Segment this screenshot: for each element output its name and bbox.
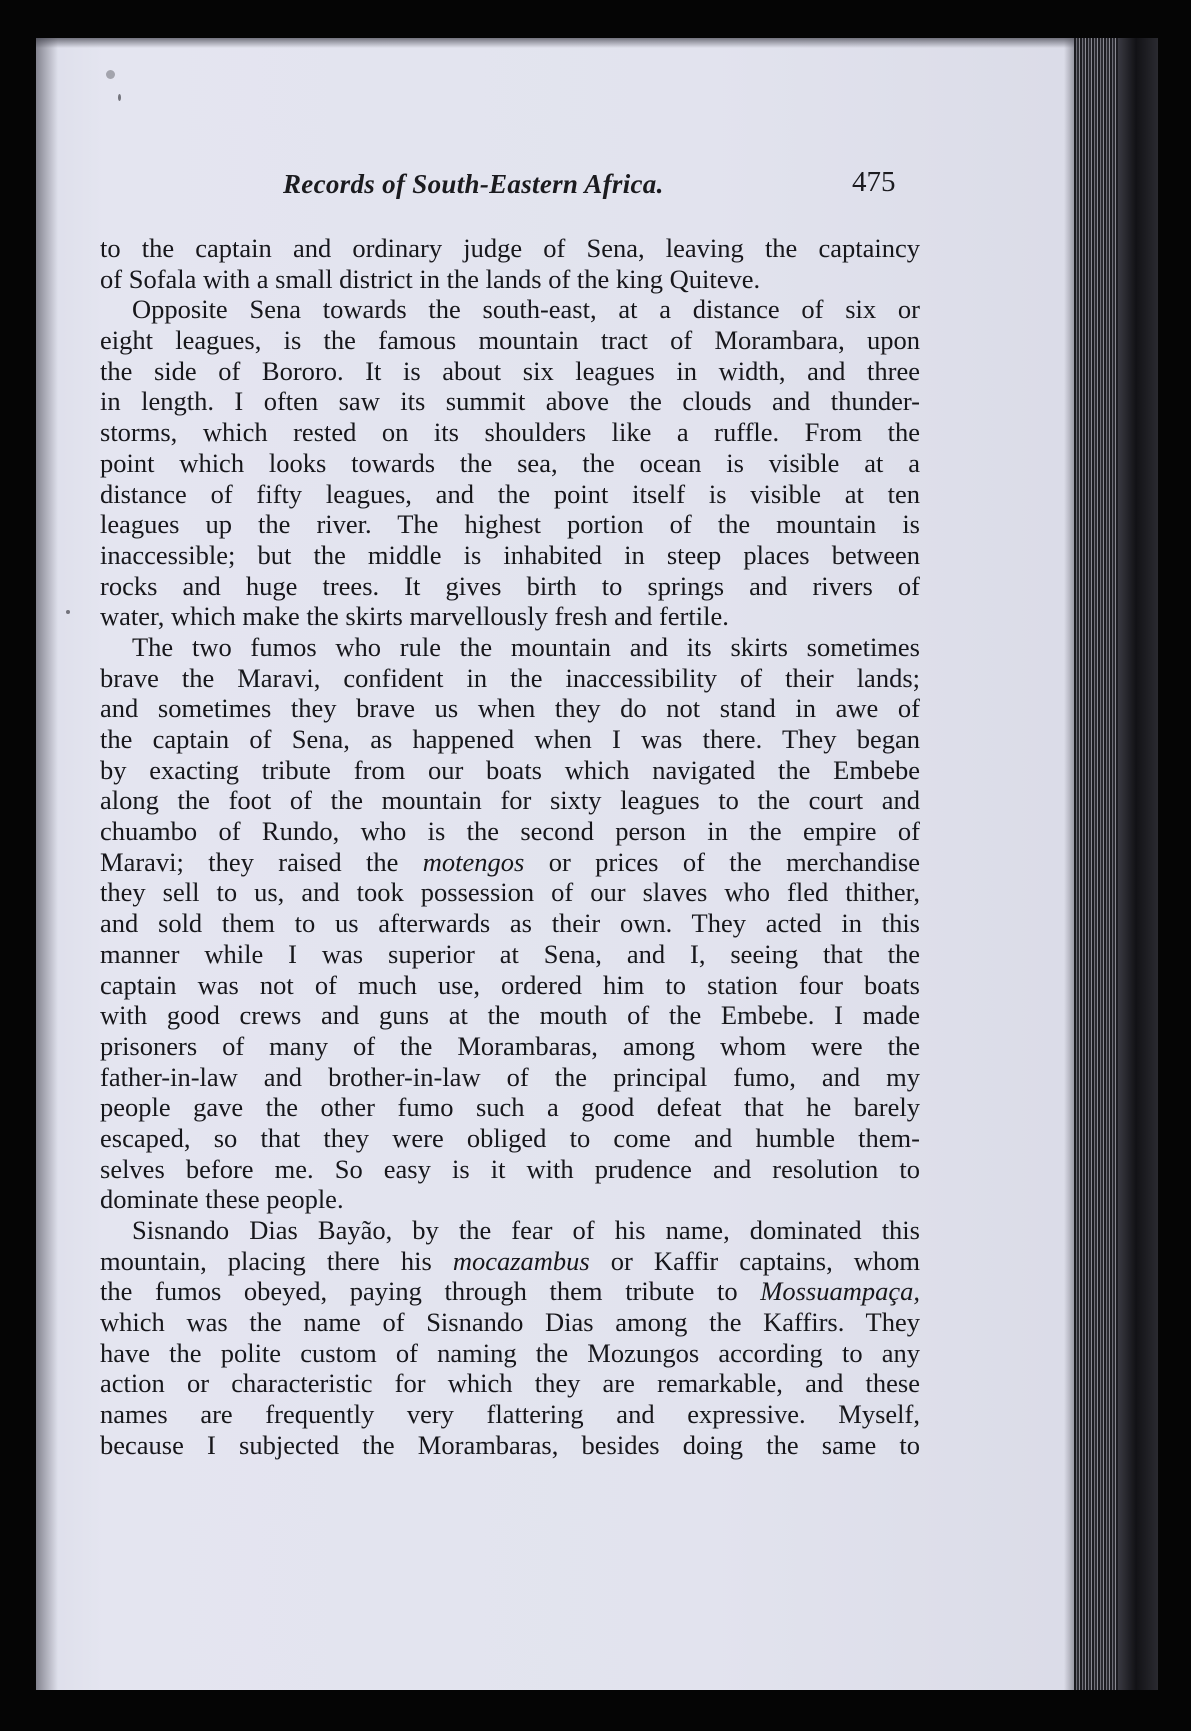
- text-line: and sometimes they brave us when they do not stand in awe of: [100, 693, 920, 724]
- text-line: because I subjected the Morambaras, besides doing the same to: [100, 1429, 920, 1460]
- body-text: [100, 233, 920, 1461]
- fore-edge-shadow: [1064, 38, 1074, 1690]
- text-line: names are frequently very flattering and expressive. Myself,: [100, 1399, 920, 1430]
- text-run: the fumos obeyed, paying through them tribute to: [100, 1276, 761, 1307]
- text-line: Opposite Sena towards the south-east, at a distance of six or: [132, 294, 920, 325]
- text-line: the side of Bororo. It is about six leagues in width, and three: [100, 355, 920, 386]
- text-line: distance of fifty leagues, and the point itself is visible at ten: [100, 478, 920, 509]
- page-gutter-shadow: [36, 38, 58, 1690]
- text-line: [100, 1276, 920, 1307]
- text-line: manner while I was superior at Sena, and I, seeing that the: [100, 938, 920, 969]
- text-line: in length. I often saw its summit above the clouds and thunder-: [100, 386, 920, 417]
- text-line: by exacting tribute from our boats which navigated the Embebe: [100, 754, 920, 785]
- text-line: captain was not of much use, ordered him to station four boats: [100, 969, 920, 1000]
- running-head: Records of South-Eastern Africa.: [283, 169, 664, 199]
- text-line: have the polite custom of naming the Mozungos according to any: [100, 1337, 920, 1368]
- text-line: which was the name of Sisnando Dias among the Kaffirs. They: [100, 1307, 920, 1338]
- text-line: chuambo of Rundo, who is the second person in the empire of: [100, 816, 920, 847]
- italic-term: mocazambus: [452, 1245, 590, 1276]
- scan-speck: [106, 70, 115, 79]
- text-line: inaccessible; but the middle is inhabited in steep places between: [100, 539, 920, 570]
- text-line: the captain of Sena, as happened when I was there. They began: [100, 724, 920, 754]
- text-line: brave the Maravi, confident in the inaccessibility of their lands;: [100, 662, 920, 693]
- text-line: dominate these people.: [100, 1184, 344, 1215]
- text-line: escaped, so that they were obliged to come and humble them-: [100, 1122, 920, 1153]
- text-run: mountain, placing there his: [100, 1245, 453, 1276]
- text-line: [100, 1246, 920, 1277]
- text-line: they sell to us, and took possession of our slaves who fled thither,: [100, 877, 920, 908]
- text-run: or Kaffir captains, whom: [589, 1245, 920, 1276]
- text-line: and sold them to us afterwards as their own. They acted in this: [100, 908, 920, 939]
- text-line: point which looks towards the sea, the ocean is visible at a: [100, 447, 920, 478]
- text-line: action or characteristic for which they are remarkable, and these: [100, 1368, 920, 1399]
- text-line: water, which make the skirts marvellously fresh and fertile.: [100, 601, 729, 632]
- scan-speck: [118, 94, 121, 101]
- fore-edge-dark-band: [1118, 38, 1158, 1690]
- text-line: storms, which rested on its shoulders like a ruffle. From the: [100, 417, 920, 448]
- text-line: prisoners of many of the Morambaras, among whom were the: [100, 1030, 920, 1061]
- text-run: or prices of the merchandise: [524, 846, 920, 877]
- page-number: 475: [852, 166, 896, 198]
- text-line: rocks and huge trees. It gives birth to springs and rivers of: [100, 570, 920, 601]
- page-top-shadow: [36, 38, 1158, 48]
- text-line: to the captain and ordinary judge of Sena, leaving the captaincy: [100, 233, 920, 263]
- text-line: eight leagues, is the famous mountain tract of Morambara, upon: [100, 325, 920, 356]
- page-fore-edge: [1074, 38, 1158, 1690]
- text-line: leagues up the river. The highest portion of the mountain is: [100, 509, 920, 540]
- text-line: The two fumos who rule the mountain and its skirts sometimes: [132, 631, 920, 662]
- text-line: [100, 847, 920, 878]
- text-line: father-in-law and brother-in-law of the principal fumo, and my: [100, 1061, 920, 1092]
- scan-speck: [66, 610, 70, 614]
- text-line: with good crews and guns at the mouth of the Embebe. I made: [100, 1000, 920, 1031]
- text-line: of Sofala with a small district in the lands of the king Quiteve.: [100, 263, 761, 294]
- text-run: Maravi; they raised the: [100, 846, 423, 877]
- italic-term: Mossuampaça,: [760, 1276, 920, 1307]
- text-line: Sisnando Dias Bayão, by the fear of his name, dominated this: [132, 1215, 920, 1245]
- italic-term: motengos: [422, 846, 525, 877]
- text-line: selves before me. So easy is it with prudence and resolution to: [100, 1153, 920, 1184]
- text-line: people gave the other fumo such a good defeat that he barely: [100, 1092, 920, 1123]
- text-line: along the foot of the mountain for sixty leagues to the court and: [100, 785, 920, 816]
